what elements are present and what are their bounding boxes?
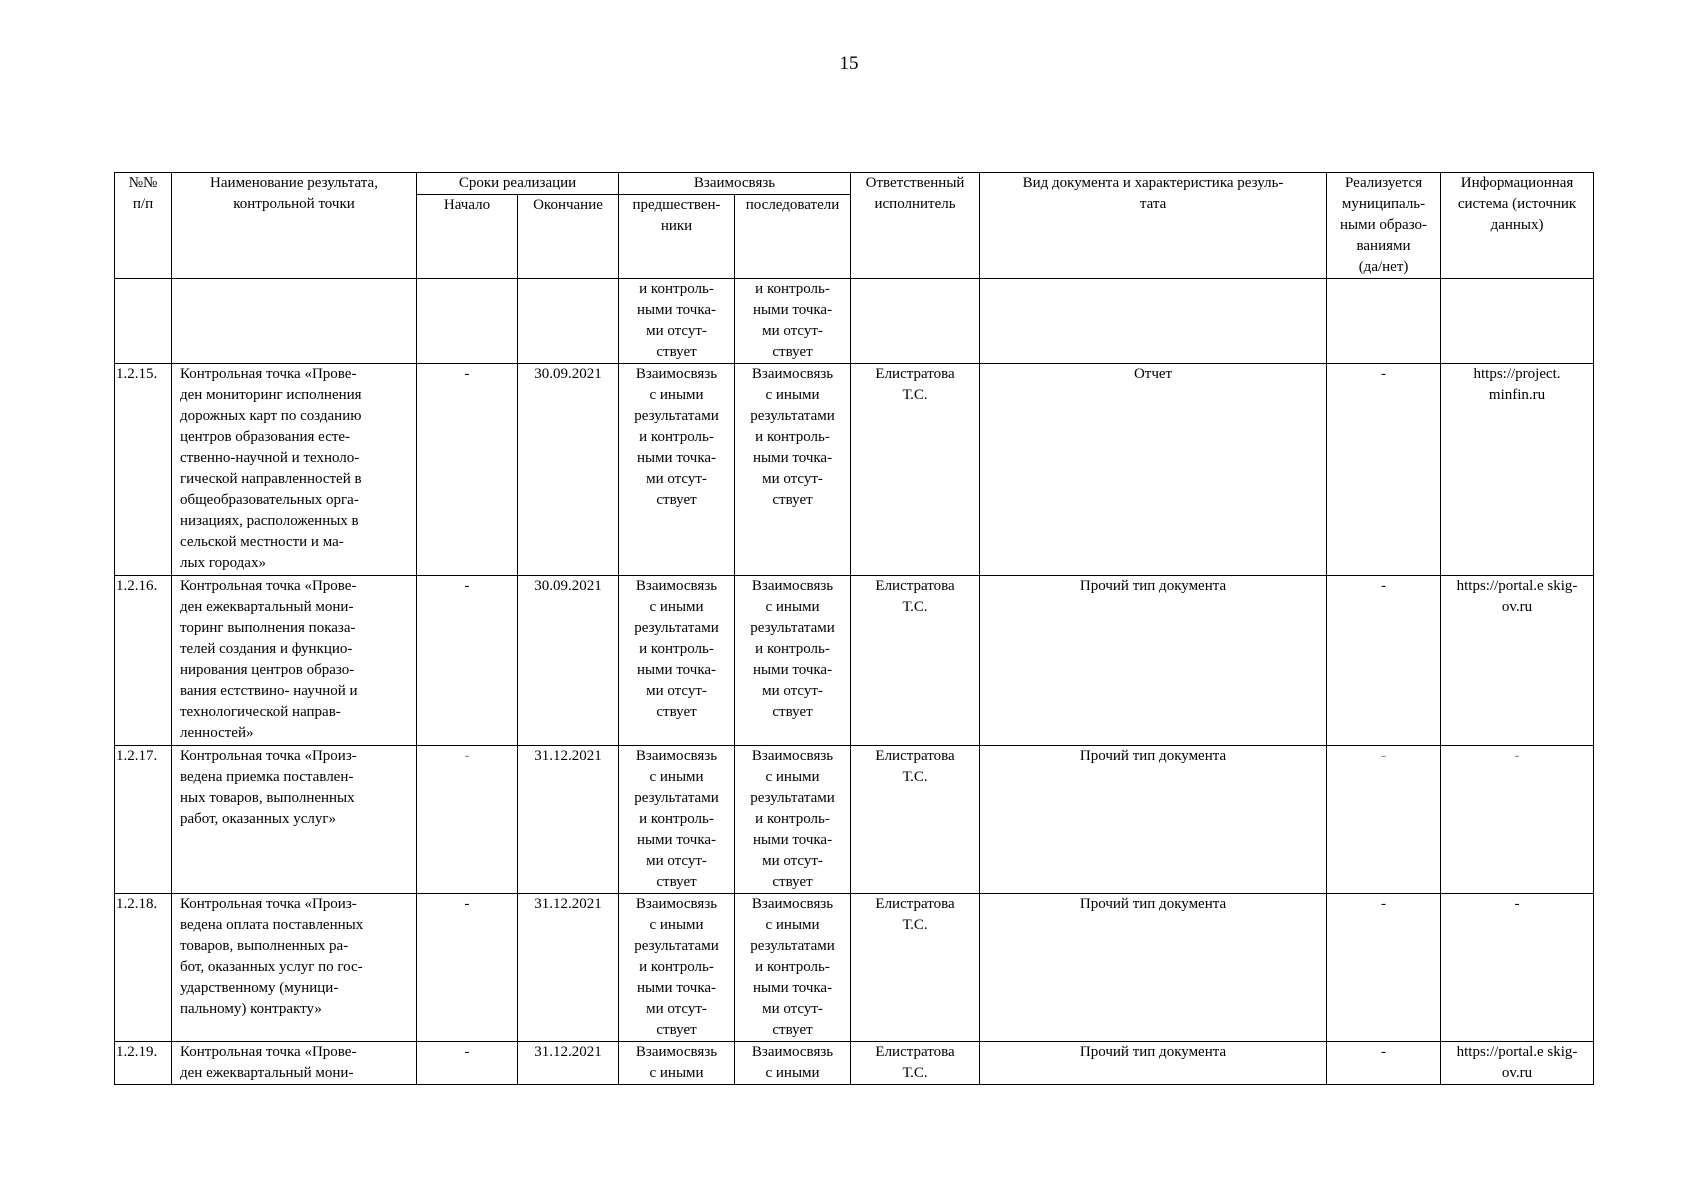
header-start: Начало: [417, 195, 518, 279]
cell-info-system: -: [1441, 746, 1594, 894]
cell-num: 1.2.18.: [115, 894, 172, 1042]
cell-start: -: [417, 746, 518, 894]
cell-start: -: [417, 894, 518, 1042]
cell-doc-type: Прочий тип документа: [980, 746, 1327, 894]
header-successors: последователи: [735, 195, 851, 279]
cell-end: 31.12.2021: [518, 746, 619, 894]
cell-responsible: Елистратова Т.С.: [851, 746, 980, 894]
cell-start: -: [417, 1042, 518, 1085]
cell-municipal: -: [1327, 576, 1441, 746]
cell-start: [417, 279, 518, 364]
table-row: [115, 746, 1594, 894]
cell-predecessors: Взаимосвязь с иными результатами и контроль- ными точка- ми отсут- ствует: [619, 894, 735, 1042]
cell-info-system: -: [1441, 894, 1594, 1042]
cell-doc-type: Прочий тип документа: [980, 894, 1327, 1042]
table-row: [115, 576, 1594, 746]
cell-responsible: Елистратова Т.С.: [851, 364, 980, 576]
cell-municipal: -: [1327, 894, 1441, 1042]
header-predecessors: предшествен- ники: [619, 195, 735, 279]
table-header: [115, 173, 1594, 279]
cell-municipal: -: [1327, 746, 1441, 894]
cell-info-system: [1441, 279, 1594, 364]
cell-doc-type: [980, 279, 1327, 364]
cell-name: Контрольная точка «Произ- ведена приемка поставлен- ных товаров, выполненных работ, оказанных услуг»: [172, 746, 417, 894]
header-relation: Взаимосвязь: [619, 173, 851, 195]
table-row-continuation: [115, 279, 1594, 364]
cell-municipal: -: [1327, 1042, 1441, 1085]
header-name: Наименование результата, контрольной точки: [172, 173, 417, 279]
cell-municipal: -: [1327, 364, 1441, 576]
header-municipal: Реализуется муниципаль- ными образо- ваниями (да/нет): [1327, 173, 1441, 279]
cell-end: 31.12.2021: [518, 894, 619, 1042]
cell-predecessors: и контроль- ными точка- ми отсут- ствует: [619, 279, 735, 364]
cell-end: [518, 279, 619, 364]
cell-end: 30.09.2021: [518, 364, 619, 576]
cell-successors: Взаимосвязь с иными результатами и контроль- ными точка- ми отсут- ствует: [735, 576, 851, 746]
cell-predecessors: Взаимосвязь с иными: [619, 1042, 735, 1085]
cell-name: Контрольная точка «Прове- ден мониторинг исполнения дорожных карт по созданию центров образования есте- ственно-научной и техноло- гической направленностей в общеобразовательных орга- низациях, расположенных в сельской местности и ма- лых городах»: [172, 364, 417, 576]
cell-responsible: Елистратова Т.С.: [851, 1042, 980, 1085]
header-responsible: Ответственный исполнитель: [851, 173, 980, 279]
header-num: №№ п/п: [115, 173, 172, 279]
cell-responsible: Елистратова Т.С.: [851, 894, 980, 1042]
cell-info-system: https://portal.e skig- ov.ru: [1441, 576, 1594, 746]
cell-end: 30.09.2021: [518, 576, 619, 746]
cell-successors: Взаимосвязь с иными результатами и контроль- ными точка- ми отсут- ствует: [735, 894, 851, 1042]
cell-doc-type: Отчет: [980, 364, 1327, 576]
cell-predecessors: Взаимосвязь с иными результатами и контроль- ными точка- ми отсут- ствует: [619, 746, 735, 894]
results-table: [114, 172, 1594, 1085]
table-row: [115, 894, 1594, 1042]
cell-successors: и контроль- ными точка- ми отсут- ствует: [735, 279, 851, 364]
cell-name: Контрольная точка «Прове- ден ежеквартальный мони- торинг выполнения показа- телей создания и функцио- нирования центров образо- вания естствино- научной и технологической направ- ленностей»: [172, 576, 417, 746]
cell-name: Контрольная точка «Прове- ден ежеквартальный мони-: [172, 1042, 417, 1085]
cell-num: [115, 279, 172, 364]
page-number: 15: [839, 53, 859, 74]
table-row: [115, 1042, 1594, 1085]
cell-doc-type: Прочий тип документа: [980, 576, 1327, 746]
cell-predecessors: Взаимосвязь с иными результатами и контроль- ными точка- ми отсут- ствует: [619, 364, 735, 576]
header-end: Окончание: [518, 195, 619, 279]
table-row: [115, 364, 1594, 576]
cell-doc-type: Прочий тип документа: [980, 1042, 1327, 1085]
cell-start: -: [417, 364, 518, 576]
header-terms: Сроки реализации: [417, 173, 619, 195]
cell-num: 1.2.19.: [115, 1042, 172, 1085]
header-doc-type: Вид документа и характеристика резуль- тата: [980, 173, 1327, 279]
cell-responsible: Елистратова Т.С.: [851, 576, 980, 746]
cell-info-system: https://project. minfin.ru: [1441, 364, 1594, 576]
cell-name: Контрольная точка «Произ- ведена оплата поставленных товаров, выполненных ра- бот, оказанных услуг по гос- ударственному (муници- пальному) контракту»: [172, 894, 417, 1042]
cell-responsible: [851, 279, 980, 364]
cell-num: 1.2.17.: [115, 746, 172, 894]
cell-municipal: [1327, 279, 1441, 364]
cell-successors: Взаимосвязь с иными результатами и контроль- ными точка- ми отсут- ствует: [735, 364, 851, 576]
cell-info-system: https://portal.e skig- ov.ru: [1441, 1042, 1594, 1085]
cell-num: 1.2.16.: [115, 576, 172, 746]
cell-successors: Взаимосвязь с иными: [735, 1042, 851, 1085]
cell-end: 31.12.2021: [518, 1042, 619, 1085]
header-info-system: Информационная система (источник данных): [1441, 173, 1594, 279]
cell-predecessors: Взаимосвязь с иными результатами и контроль- ными точка- ми отсут- ствует: [619, 576, 735, 746]
cell-name: [172, 279, 417, 364]
cell-num: 1.2.15.: [115, 364, 172, 576]
cell-start: -: [417, 576, 518, 746]
cell-successors: Взаимосвязь с иными результатами и контроль- ными точка- ми отсут- ствует: [735, 746, 851, 894]
